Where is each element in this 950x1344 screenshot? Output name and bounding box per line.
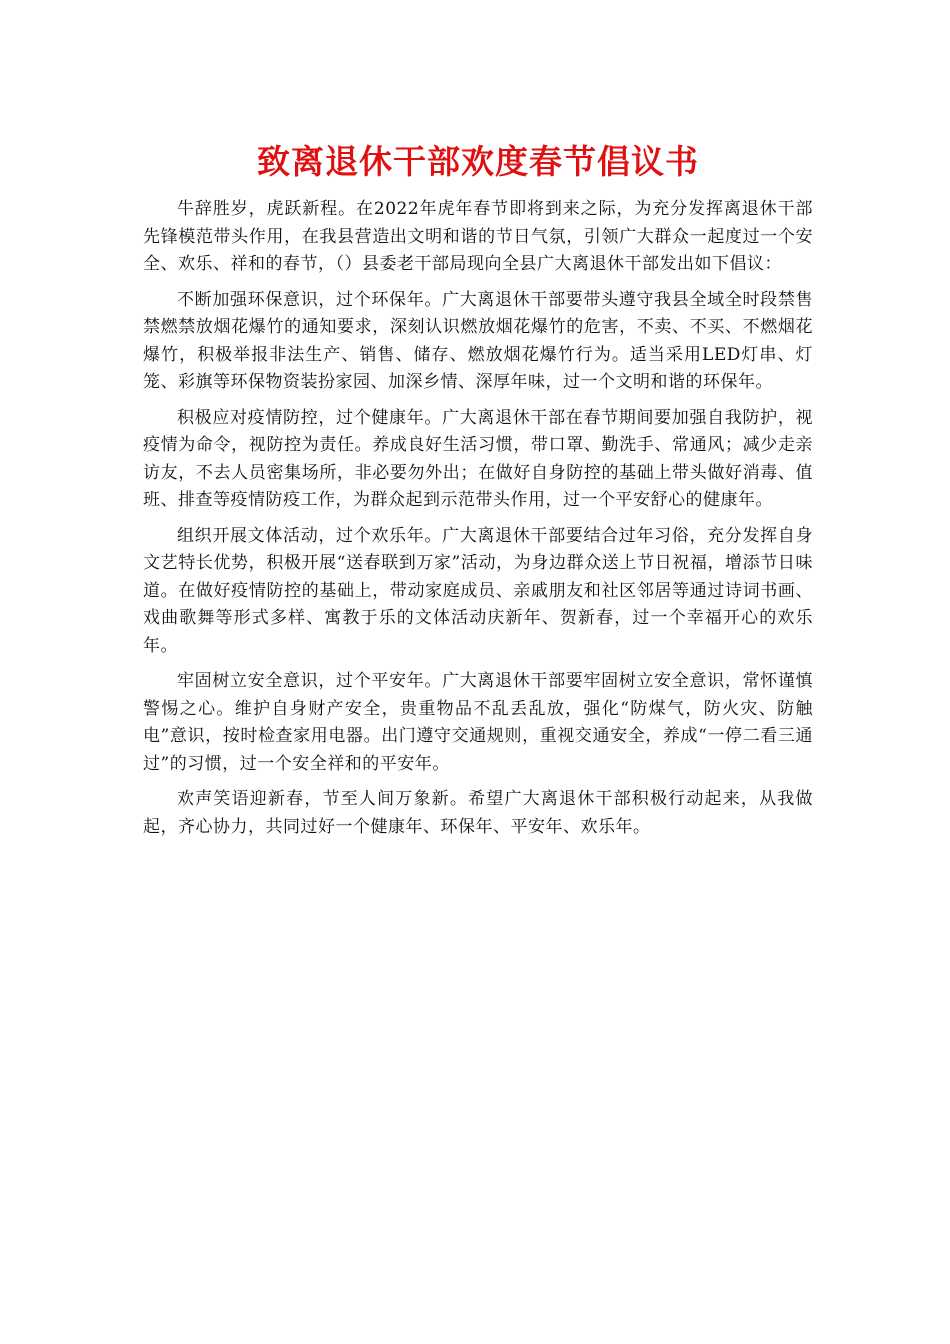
document-title: 致离退休干部欢度春节倡议书	[257, 142, 699, 181]
paragraph-safety: 牢固树立安全意识，过个平安年。广大离退休干部要牢固树立安全意识，常怀谨慎警惕之心。维护自身财产安全，贵重物品不乱丢乱放，强化“防煤气，防火灾、防触电”意识，按时检查家用电器。出门遵守交通规则，重视交通安全，养成“一停二看三通过”的习惯，过一个安全祥和的平安年。	[143, 671, 813, 774]
paragraph-closing: 欢声笑语迎新春，节至人间万象新。希望广大离退休干部积极行动起来，从我做起，齐心协力，共同过好一个健康年、环保年、平安年、欢乐年。	[143, 789, 813, 837]
paragraph-health: 积极应对疫情防控，过个健康年。广大离退休干部在春节期间要加强自我防护，视疫情为命令，视防控为责任。养成良好生活习惯，带口罩、勤洗手、常通风；减少走亲访友，不去人员密集场所，非必要勿外出；在做好自身防控的基础上带头做好消毒、值班、排查等疫情防疫工作，为群众起到示范带头作用，过一个平安舒心的健康年。	[143, 407, 813, 510]
paragraph-joy: 组织开展文体活动，过个欢乐年。广大离退休干部要结合过年习俗，充分发挥自身文艺特长优势，积极开展“送春联到万家”活动，为身边群众送上节日祝福，增添节日味道。在做好疫情防控的基础上，带动家庭成员、亲戚朋友和社区邻居等通过诗词书画、戏曲歌舞等形式多样、寓教于乐的文体活动庆新年、贺新春，过一个幸福开心的欢乐年。	[143, 525, 813, 656]
paragraph-intro: 牛辞胜岁，虎跃新程。在2022年虎年春节即将到来之际，为充分发挥离退休干部先锋模范带头作用，在我县营造出文明和谐的节日气氛，引领广大群众一起度过一个安全、欢乐、祥和的春节，（）县委老干部局现向全县广大离退休干部发出如下倡议：	[143, 199, 813, 274]
paragraph-environment: 不断加强环保意识，过个环保年。广大离退休干部要带头遵守我县全域全时段禁售禁燃禁放烟花爆竹的通知要求，深刻认识燃放烟花爆竹的危害，不卖、不买、不燃烟花爆竹，积极举报非法生产、销售、储存、燃放烟花爆竹行为。适当采用LED灯串、灯笼、彩旗等环保物资装扮家园、加深乡情、深厚年味，过一个文明和谐的环保年。	[143, 289, 813, 392]
document-page	[143, 140, 813, 849]
